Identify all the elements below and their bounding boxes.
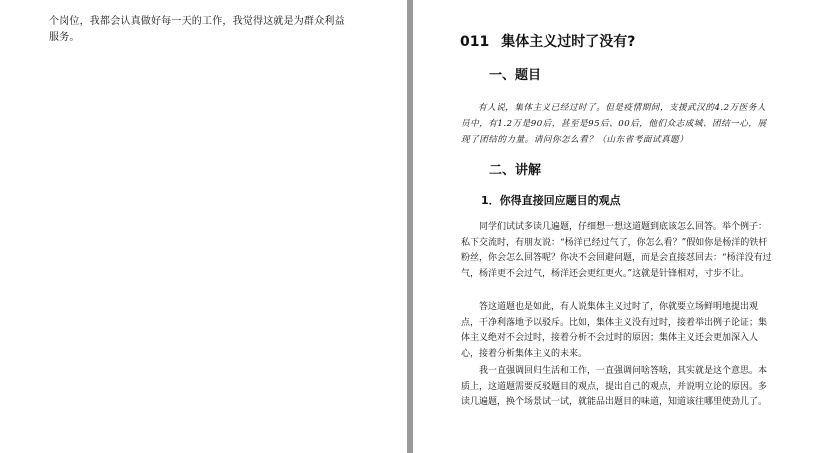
chapter-title xyxy=(460,33,635,51)
question-paragraph: 有人说，集体主义已经过时了。但是疫情期间，支援武汉的4.2万医务人员中，有1.2万是90后，甚至是95后、00后，他们众志成城、团结一心，展现了团结的力量。请问你怎么看？（山东省考面试真题） xyxy=(461,103,767,145)
left-page xyxy=(0,0,407,453)
chapter-title-text: 集体主义过时了没有? xyxy=(501,34,636,50)
section-heading-question: 一、题目 xyxy=(489,68,542,83)
left-page-paragraph: 个岗位，我都会认真做好每一天的工作，我觉得这就是为群众利益服务。 xyxy=(49,16,345,43)
body-paragraph: 我一直强调回归生活和工作，一直强调问啥答啥，其实就是这个意思。本质上，这道题需要反驳题目的观点，提出自己的观点，并说明立论的原因。多读几遍题，换个场景试一试，就能品出题目的味道，知道该往哪里使劲儿了。 xyxy=(461,366,768,408)
section-heading-explanation: 二、讲解 xyxy=(489,163,542,178)
right-page xyxy=(413,0,819,453)
subheading-respond-directly: 1．你得直接回应题目的观点 xyxy=(481,194,621,207)
body-paragraph: 同学们试试多读几遍题，仔细想一想这道题到底该怎么回答。举个例子：私下交流时，有朋友说：“杨洋已经过气了，你怎么看？”假如你是杨洋的铁杆粉丝，你会怎么回答呢？你决不会回避问题，而是会直接怼回去：“杨洋没有过气，杨洋更不会过气，杨洋还会更红更火。”这就是针锋相对，寸步不让。 xyxy=(461,222,772,279)
chapter-number: 011 xyxy=(460,34,490,50)
body-paragraph: 答这道题也是如此，有人说集体主义过时了，你就要立场鲜明地提出观点，干净利落地予以驳斥。比如，集体主义没有过时，接着举出例子论证；集体主义绝对不会过时，接着分析不会过时的原因；集体主义还会更加深入人心，接着分析集体主义的未来。 xyxy=(461,302,768,359)
